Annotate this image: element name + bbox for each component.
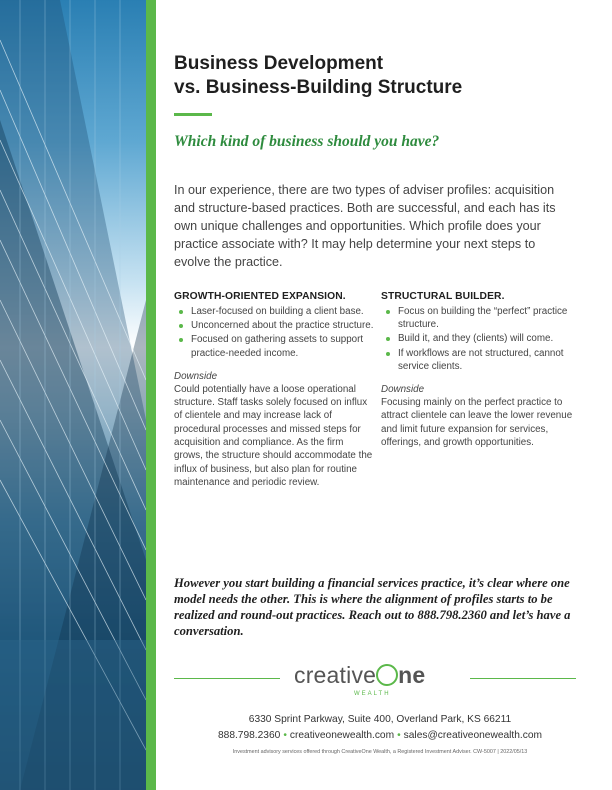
list-item bbox=[174, 319, 374, 332]
logo-divider-left bbox=[174, 678, 280, 679]
title-divider bbox=[174, 113, 212, 116]
title-line-1: Business Development bbox=[174, 53, 384, 74]
structural-bullet-list bbox=[381, 305, 576, 373]
growth-column bbox=[174, 291, 374, 489]
page-title bbox=[174, 52, 574, 100]
bullet-icon bbox=[179, 338, 183, 342]
list-item-text: If workflows are not structured, cannot service clients. bbox=[398, 347, 564, 372]
bullet-icon bbox=[386, 352, 390, 356]
contact-line bbox=[174, 730, 586, 741]
title-line-2: vs. Business-Building Structure bbox=[174, 77, 463, 98]
list-item bbox=[381, 347, 576, 373]
bullet-icon bbox=[386, 337, 390, 341]
bullet-icon bbox=[386, 310, 390, 314]
growth-downside-label: Downside bbox=[174, 370, 218, 382]
website-link[interactable]: creativeonewealth.com bbox=[289, 730, 395, 741]
subtitle: Which kind of business should you have? bbox=[174, 133, 440, 150]
bullet-icon bbox=[179, 324, 183, 328]
office-address: 6330 Sprint Parkway, Suite 400, Overland Park, KS 66211 bbox=[248, 714, 512, 725]
brand-logo-row bbox=[174, 660, 586, 700]
growth-downside-text: Could potentially have a loose operational structure. Staff tasks solely focused on influx of clientele and may increase lack of procedural processes and missed steps for acquisition and compliance. As the firm grows, the structure should accommodate the influx of business, but also plan for routine maintenance and periodic review. bbox=[174, 383, 373, 488]
logo-word-one: ne bbox=[398, 662, 426, 688]
skyscraper-photo bbox=[0, 0, 146, 790]
list-item-text: Unconcerned about the practice structure. bbox=[191, 320, 374, 332]
structural-downside-text: Focusing mainly on the perfect practice to attract clientele can leave the lower revenue and limit future expansion for services, offerings, and growth opportunities. bbox=[381, 397, 573, 448]
list-item bbox=[174, 333, 374, 359]
growth-bullet-list bbox=[174, 305, 374, 360]
email-link[interactable]: sales@creativeonewealth.com bbox=[403, 730, 542, 741]
closing-statement: However you start building a financial services practice, it’s clear where one model needs the other. This is where the alignment of profiles starts to be realized and round-out practices. Reach out to 888.798.2360 and let’s have a conversation. bbox=[174, 576, 571, 638]
legal-disclaimer: Investment advisory services offered through CreativeOne Wealth, a Registered Investment Adviser. CW-5007 | 2022/05/13 bbox=[232, 749, 528, 755]
building-graphic bbox=[0, 0, 146, 790]
list-item-text: Focused on gathering assets to support practice-needed income. bbox=[191, 334, 364, 359]
logo-subtitle: WEALTH bbox=[354, 691, 391, 697]
list-item bbox=[381, 332, 576, 345]
creativeone-logo bbox=[294, 662, 425, 689]
bullet-icon bbox=[179, 310, 183, 314]
structural-column bbox=[381, 291, 576, 449]
separator-dot: • bbox=[283, 730, 287, 741]
logo-o-mark-icon bbox=[376, 664, 398, 686]
logo-divider-right bbox=[470, 678, 576, 679]
intro-paragraph: In our experience, there are two types of adviser profiles: acquisition and structure-based practices. Both are successful, and each has its own unique challenges and opportunities. Which profile does your practice associate with? It may help determine your next steps to evolve the practice. bbox=[174, 183, 556, 269]
list-item-text: Laser-focused on building a client base. bbox=[191, 306, 364, 317]
list-item-text: Focus on building the “perfect” practice structure. bbox=[398, 306, 568, 331]
structural-heading: STRUCTURAL BUILDER. bbox=[381, 291, 505, 302]
list-item bbox=[381, 305, 576, 331]
phone-number[interactable]: 888.798.2360 bbox=[217, 730, 281, 741]
list-item bbox=[174, 305, 374, 318]
growth-heading: GROWTH-ORIENTED EXPANSION. bbox=[174, 291, 346, 302]
logo-word-creative: creative bbox=[294, 662, 377, 688]
accent-bar bbox=[146, 0, 156, 790]
structural-downside-label: Downside bbox=[381, 384, 425, 396]
separator-dot: • bbox=[397, 730, 401, 741]
list-item-text: Build it, and they (clients) will come. bbox=[398, 333, 554, 345]
